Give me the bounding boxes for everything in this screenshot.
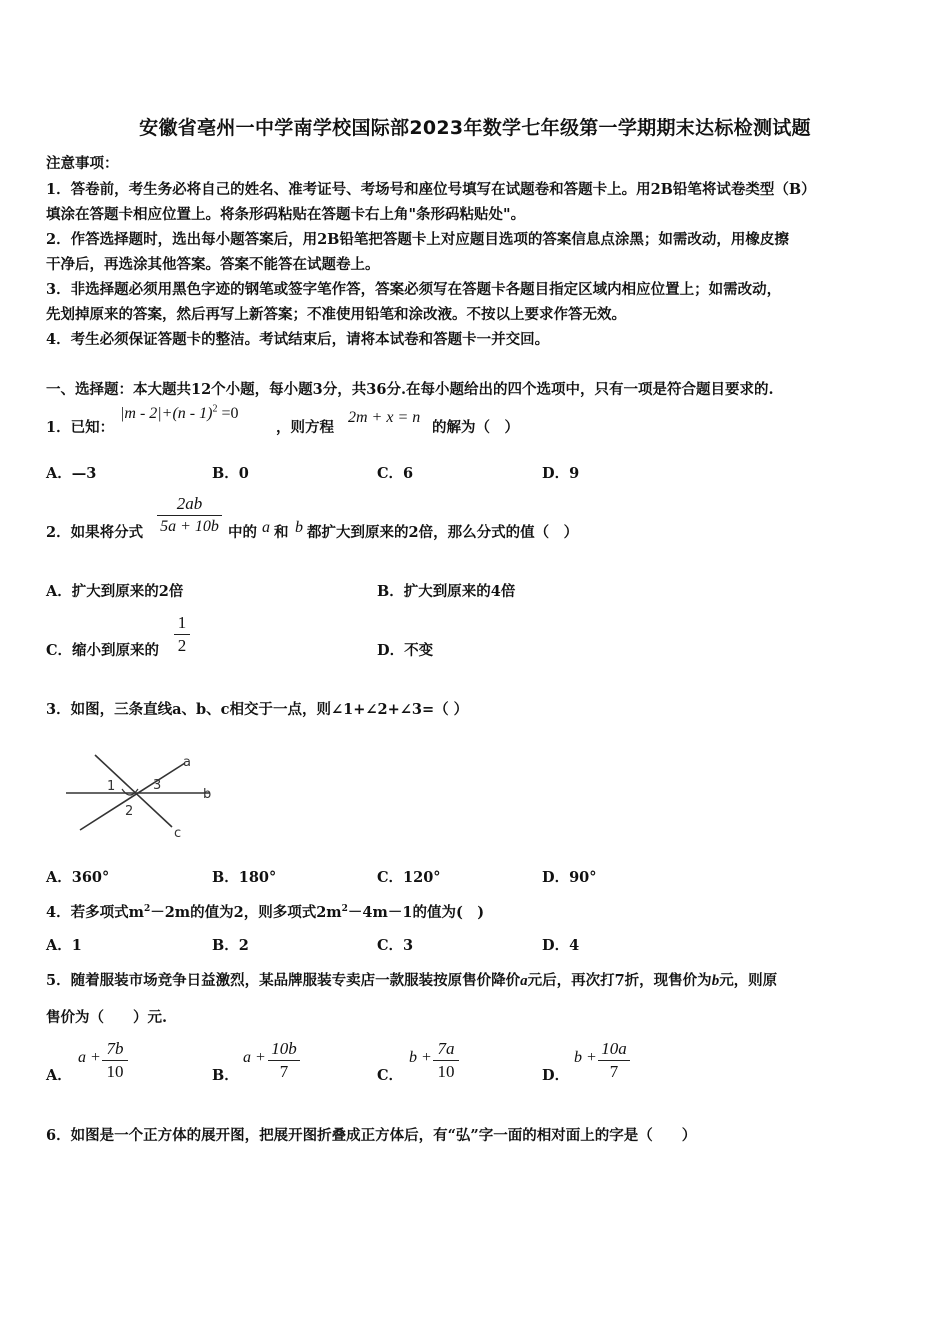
three-lines-figure: [60, 745, 230, 845]
notice-line: 3．非选择题必须用黑色字迹的钢笔或签字笔作答，答案必须写在答题卡各题目指定区域内相应位置上；如需改动，: [46, 281, 782, 298]
q2-suffix: 都扩大到原来的2倍，那么分式的值（ ）: [307, 524, 579, 541]
q5-option-b-label: B．: [212, 1067, 239, 1084]
q5-stem-line1: 5．随着服装市场竞争日益激烈，某品牌服装专卖店一款服装按原售价降价a元后，再次打7折，现售价为b元，则原: [46, 972, 778, 989]
q5-option-d-lead: b +: [574, 1049, 597, 1066]
q2-option-c: C．缩小到原来的: [46, 642, 160, 659]
q1-equation: 2m + x = n: [348, 409, 421, 426]
section-heading: 一、选择题：本大题共12个小题，每小题3分，共36分.在每小题给出的四个选项中，只有一项是符合题目要求的.: [46, 381, 774, 398]
q4-option-d: D．4: [542, 937, 580, 954]
notice-line: 填涂在答题卡相应位置上。将条形码粘贴在答题卡右上角"条形码粘贴处"。: [46, 206, 526, 223]
q1-option-b: B．0: [212, 465, 249, 482]
q1-option-c: C．6: [377, 465, 414, 482]
page-title: 安徽省亳州一中学南学校国际部2023年数学七年级第一学期期末达标检测试题: [139, 117, 811, 139]
label-a: a: [183, 755, 191, 770]
label-1: 1: [107, 779, 116, 794]
notice-line: 1．答卷前，考生务必将自己的姓名、准考证号、考场号和座位号填写在试题卷和答题卡上。用2B铅笔将试卷类型（B）: [46, 181, 816, 198]
q2-fraction: 2ab 5a + 10b: [157, 493, 222, 538]
q4-option-b: B．2: [212, 937, 249, 954]
label-2: 2: [125, 804, 134, 819]
notice-line: 先划掉原来的答案，然后再写上新答案；不准使用铅笔和涂改液。不按以上要求作答无效。: [46, 306, 626, 323]
q5-option-a-label: A．: [46, 1067, 72, 1084]
q3-option-d: D．90°: [542, 869, 597, 886]
q1-suffix: 的解为（ ）: [432, 419, 519, 436]
q2-prefix: 2．如果将分式: [46, 524, 144, 541]
q2-mid1: 中的: [228, 524, 257, 541]
q3-option-a: A．360°: [46, 869, 110, 886]
q6-stem: 6．如图是一个正方体的展开图，把展开图折叠成正方体后，有“弘”字一面的相对面上的字是（ ）: [46, 1127, 697, 1144]
q5-option-c-fraction: 7a 10: [433, 1038, 459, 1083]
q5-option-c-lead: b +: [409, 1049, 432, 1066]
q2-var-a: a: [262, 519, 270, 536]
q5-stem-line2: 售价为（ ）元.: [46, 1009, 168, 1026]
q2-mid2: 和: [274, 524, 289, 541]
q1-mid: ，则方程: [276, 419, 334, 436]
q1-prefix: 1．已知：: [46, 419, 115, 436]
q5-option-d-label: D．: [542, 1067, 570, 1084]
q2-var-b: b: [295, 519, 303, 536]
label-c: c: [174, 826, 182, 841]
label-b: b: [203, 787, 212, 802]
q5-option-b-fraction: 10b 7: [268, 1038, 300, 1083]
q1-condition: |m - 2|+(n - 1)$^2$ =0: [120, 403, 239, 422]
q5-option-c-label: C．: [377, 1067, 404, 1084]
notice-line: 2．作答选择题时，选出每小题答案后，用2B铅笔把答题卡上对应题目选项的答案信息点涂黑；如需改动，用橡皮擦: [46, 231, 789, 248]
q4-option-a: A．1: [46, 937, 82, 954]
q5-option-d-fraction: 10a 7: [598, 1038, 630, 1083]
q3-option-c: C．120°: [377, 869, 441, 886]
notice-line: 4．考生必须保证答题卡的整洁。考试结束后，请将本试卷和答题卡一并交回。: [46, 331, 550, 348]
q5-option-a-fraction: 7b 10: [102, 1038, 128, 1083]
q2-option-d: D．不变: [377, 642, 434, 659]
label-3: 3: [153, 778, 162, 793]
q1-option-d: D．9: [542, 465, 580, 482]
notice-heading: 注意事项：: [46, 155, 119, 172]
q2-option-a: A．扩大到原来的2倍: [46, 583, 184, 600]
notice-line: 干净后，再选涂其他答案。答案不能答在试题卷上。: [46, 256, 380, 273]
q2-option-c-fraction: 1 2: [174, 612, 190, 657]
q1-option-a: A．—3: [46, 465, 97, 482]
q3-stem: 3．如图，三条直线a、b、c相交于一点，则∠1+∠2+∠3=（ ）: [46, 701, 469, 718]
q5-option-a-lead: a +: [78, 1049, 101, 1066]
q3-option-b: B．180°: [212, 869, 277, 886]
q4-option-c: C．3: [377, 937, 414, 954]
line-a: [80, 763, 185, 830]
q2-option-b: B．扩大到原来的4倍: [377, 583, 516, 600]
q5-option-b-lead: a +: [243, 1049, 266, 1066]
q4-stem: 4．若多项式$m^2-2m$的值为2，则多项式$2m^2-4m-1$的值为( ): [46, 904, 485, 921]
